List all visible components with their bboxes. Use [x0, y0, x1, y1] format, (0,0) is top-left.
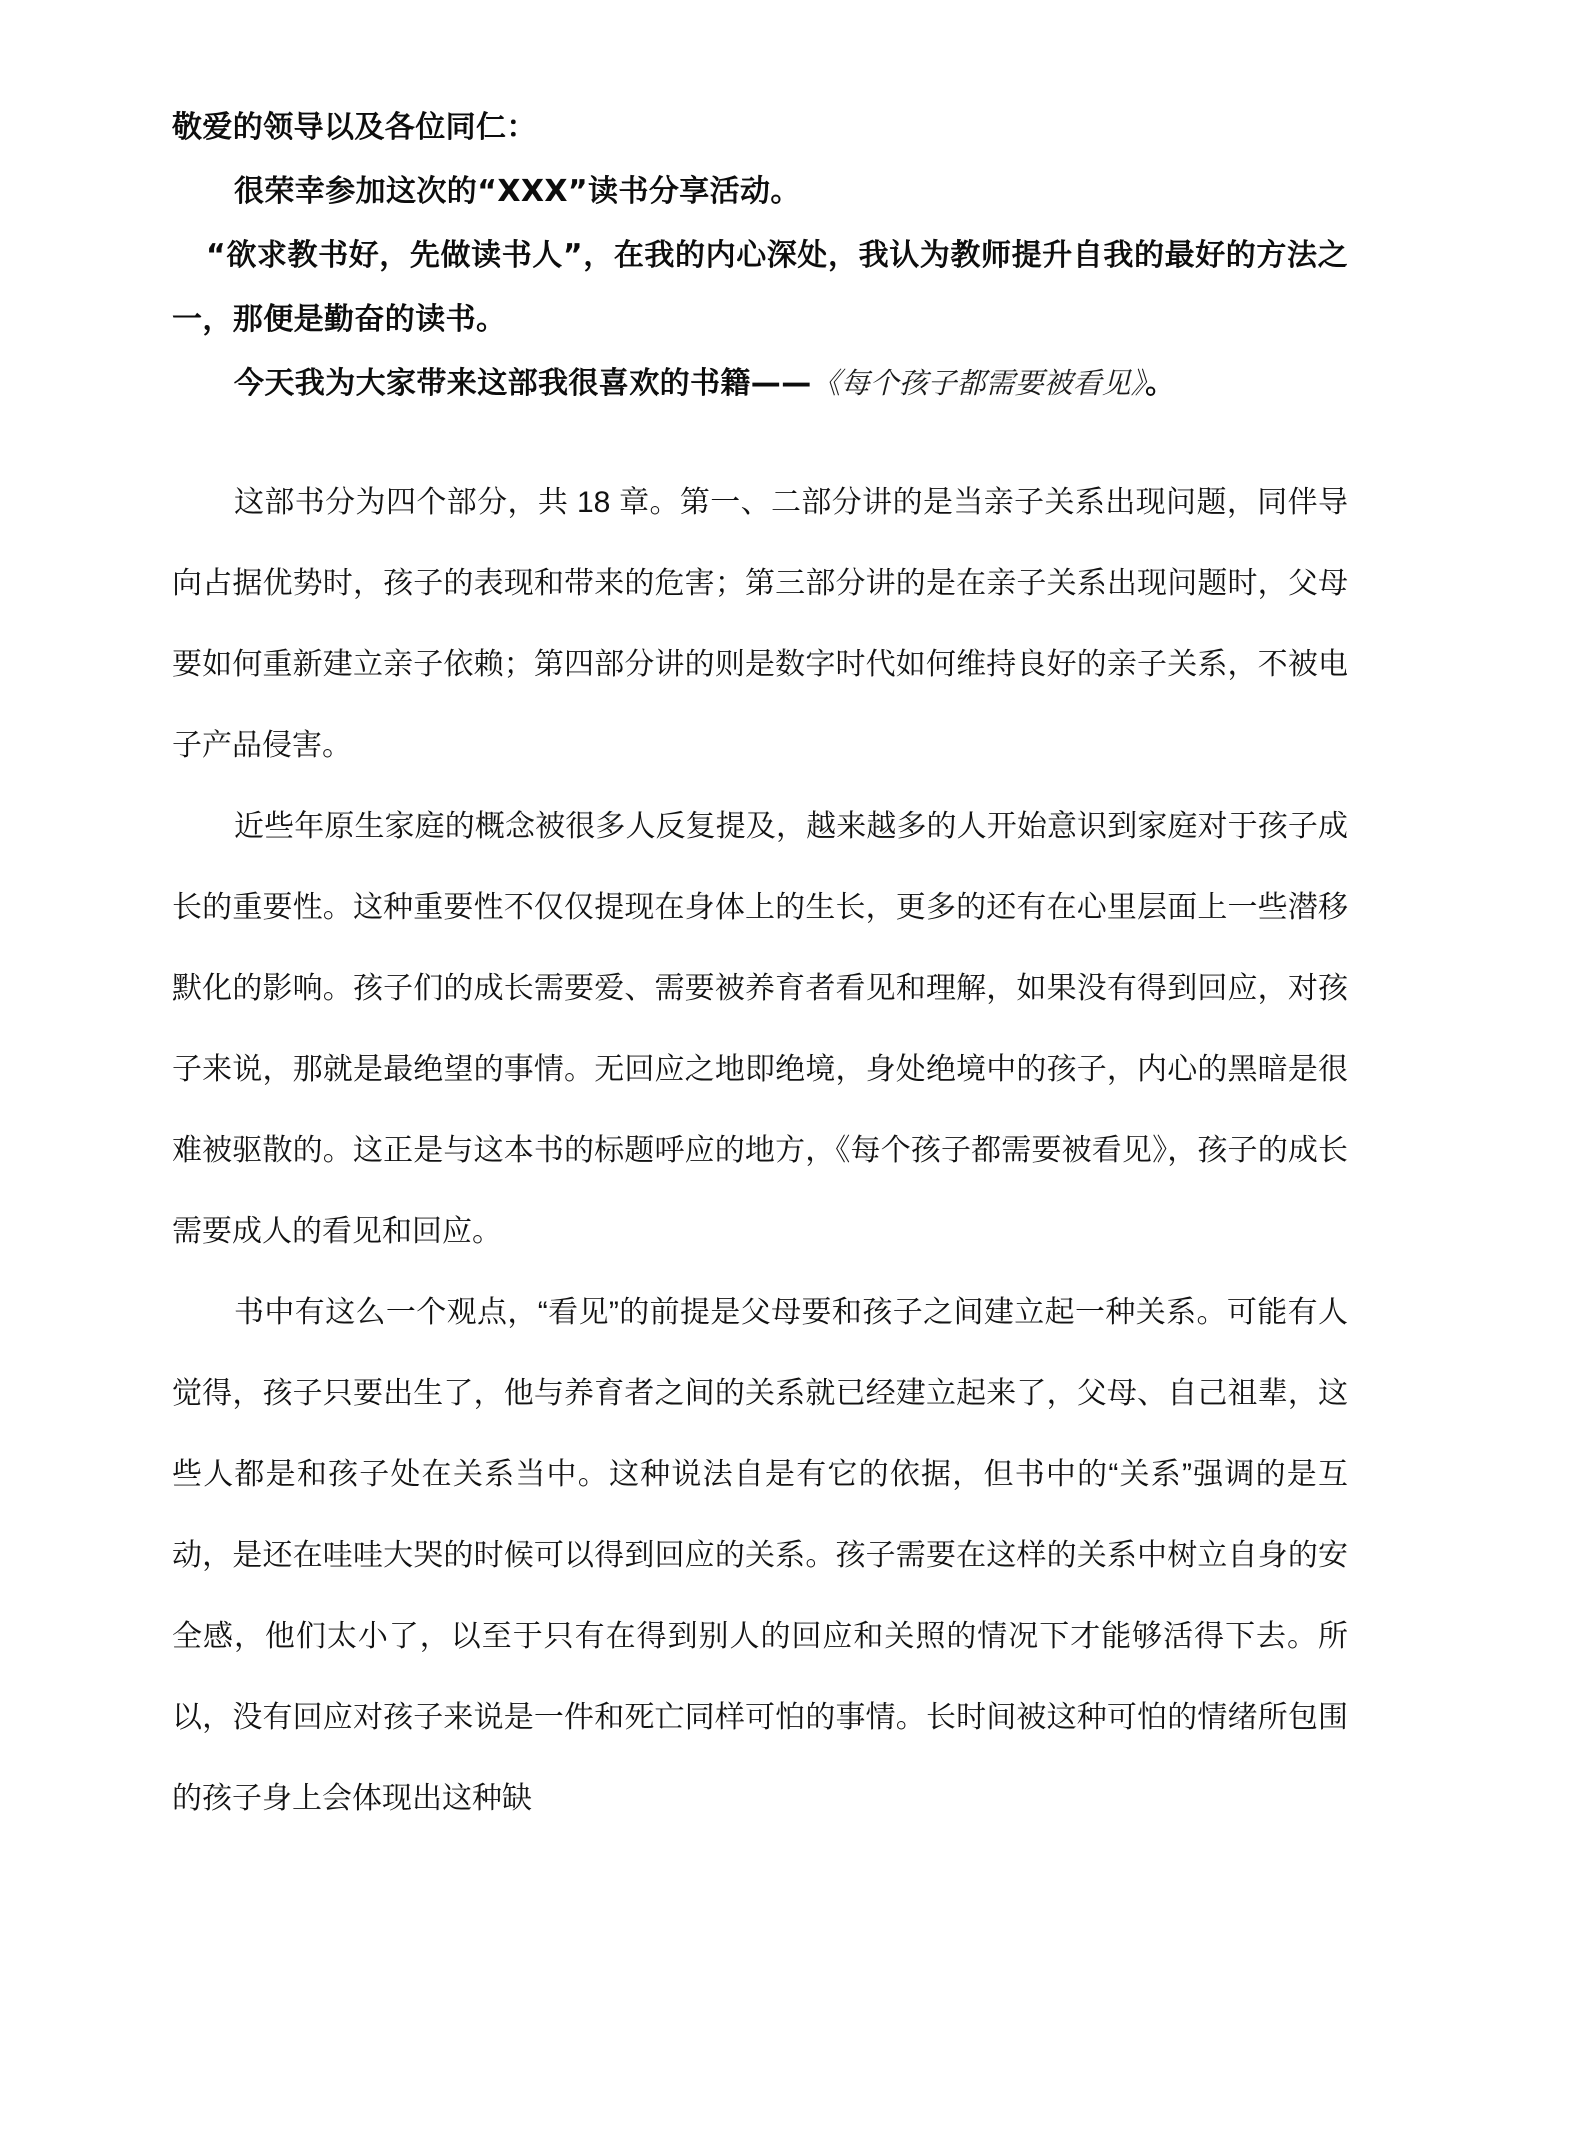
book-intro-suffix: 。 [1145, 366, 1176, 401]
book-intro-prefix: 今天我为大家带来这部我很喜欢的书籍—— [234, 366, 812, 401]
opening-block [172, 96, 1348, 416]
body-paragraph: 这部书分为四个部分，共 18 章。第一、二部分讲的是当亲子关系出现问题，同伴导向占据优势时，孩子的表现和带来的危害；第三部分讲的是在亲子关系出现问题时，父母要如何重新建立亲子依赖；第四部分讲的则是数字时代如何维持良好的亲子关系，不被电子产品侵害。 [172, 486, 1348, 762]
body-block [172, 462, 1348, 1839]
quote-line: “欲求教书好，先做读书人”，在我的内心深处，我认为教师提升自我的最好的方法之一，那便是勤奋的读书。 [172, 238, 1348, 337]
salutation-line: 敬爱的领导以及各位同仁： [172, 110, 537, 145]
book-intro-line [172, 352, 1348, 416]
body-paragraph: 近些年原生家庭的概念被很多人反复提及，越来越多的人开始意识到家庭对于孩子成长的重要性。这种重要性不仅仅提现在身体上的生长，更多的还有在心里层面上一些潜移默化的影响。孩子们的成长需要爱、需要被养育者看见和理解，如果没有得到回应，对孩子来说，那就是最绝望的事情。无回应之地即绝境，身处绝境中的孩子，内心的黑暗是很难被驱散的。这正是与这本书的标题呼应的地方，《每个孩子都需要被看见》，孩子的成长需要成人的看见和回应。 [172, 810, 1348, 1248]
body-paragraph: 书中有这么一个观点，“看见”的前提是父母要和孩子之间建立起一种关系。可能有人觉得，孩子只要出生了，他与养育者之间的关系就已经建立起来了，父母、自己祖辈，这些人都是和孩子处在关系当中。这种说法自是有它的依据，但书中的“关系”强调的是互动，是还在哇哇大哭的时候可以得到回应的关系。孩子需要在这样的关系中树立自身的安全感，他们太小了，以至于只有在得到别人的回应和关照的情况下才能够活得下去。所以，没有回应对孩子来说是一件和死亡同样可怕的事情。长时间被这种可怕的情绪所包围的孩子身上会体现出这种缺 [172, 1296, 1348, 1815]
book-title: 《每个孩子都需要被看见》 [811, 368, 1146, 400]
document-content [172, 96, 1348, 1839]
greeting-line: 很荣幸参加这次的“XXX”读书分享活动。 [234, 174, 801, 209]
